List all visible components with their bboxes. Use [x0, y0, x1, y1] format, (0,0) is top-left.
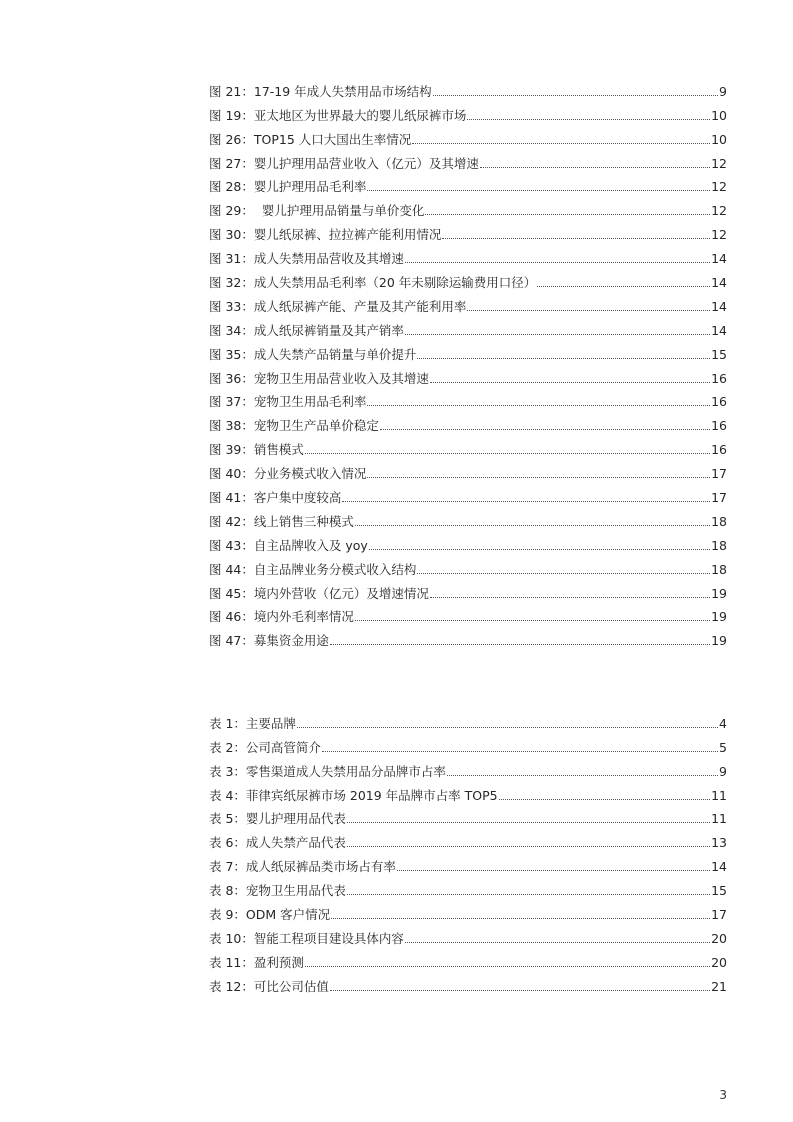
figure-entry-page: 16 — [711, 418, 727, 434]
figure-entry-title: 图 30：婴儿纸尿裤、拉拉裤产能利用情况 — [209, 227, 442, 243]
dot-leader — [331, 918, 710, 919]
table-entry-page: 4 — [719, 715, 727, 731]
dot-leader — [467, 119, 710, 120]
table-entry[interactable] — [209, 826, 727, 850]
dot-leader — [433, 95, 718, 96]
table-entry-page: 21 — [711, 978, 727, 994]
figure-entry[interactable] — [209, 529, 727, 553]
figure-entry-title: 图 41：客户集中度较高 — [209, 490, 342, 506]
figure-entry-title: 图 37：宠物卫生用品毛利率 — [209, 394, 367, 410]
dot-leader — [330, 990, 710, 991]
figure-entry-title: 图 27：婴儿护理用品营业收入（亿元）及其增速 — [209, 155, 479, 171]
dot-leader — [405, 262, 710, 263]
dot-leader — [467, 310, 710, 311]
table-entry-page: 15 — [711, 883, 727, 899]
figure-entry-title: 图 28：婴儿护理用品毛利率 — [209, 179, 367, 195]
figure-entry-title: 图 19：亚太地区为世界最大的婴儿纸尿裤市场 — [209, 107, 467, 123]
figure-entry-page: 18 — [711, 561, 727, 577]
figure-entry[interactable] — [209, 386, 727, 410]
figure-entry-title: 图 44：自主品牌业务分模式收入结构 — [209, 561, 417, 577]
figure-entry-page: 19 — [711, 633, 727, 649]
dot-leader — [347, 822, 710, 823]
dot-leader — [305, 966, 710, 967]
figure-entry-page: 16 — [711, 370, 727, 386]
table-entry-title: 表 5：婴儿护理用品代表 — [209, 811, 346, 827]
table-entry[interactable] — [209, 707, 727, 731]
dot-leader — [417, 573, 710, 574]
figure-entry-title: 图 40：分业务模式收入情况 — [209, 466, 367, 482]
figure-entry-page: 19 — [711, 609, 727, 625]
table-entry-title: 表 11：盈利预测 — [209, 954, 304, 970]
figure-entry-title: 图 47：募集资金用途 — [209, 633, 329, 649]
dot-leader — [305, 453, 710, 454]
dot-leader — [417, 358, 710, 359]
figure-entry-page: 12 — [711, 155, 727, 171]
figure-entry-page: 14 — [711, 322, 727, 338]
figure-entry[interactable] — [209, 433, 727, 457]
figure-entry-title: 图 35：成人失禁产品销量与单价提升 — [209, 346, 417, 362]
figure-entry-page: 12 — [711, 227, 727, 243]
figure-entry-title: 图 31：成人失禁用品营收及其增速 — [209, 251, 404, 267]
table-entry-title: 表 9：ODM 客户情况 — [209, 907, 331, 923]
figure-entry[interactable] — [209, 362, 727, 386]
figure-entry[interactable] — [209, 218, 727, 242]
dot-leader — [447, 775, 718, 776]
dot-leader — [480, 167, 710, 168]
figure-entry-page: 14 — [711, 275, 727, 291]
figure-entry-title: 图 33：成人纸尿裤产能、产量及其产能利用率 — [209, 298, 467, 314]
table-entry-page: 9 — [719, 763, 727, 779]
table-entry-page: 13 — [711, 835, 727, 851]
figure-entry[interactable] — [209, 624, 727, 648]
figure-entry-page: 14 — [711, 298, 727, 314]
figure-entry-page: 15 — [711, 346, 727, 362]
figure-entry-title: 图 21：17-19 年成人失禁用品市场结构 — [209, 83, 432, 99]
table-entry-page: 20 — [711, 954, 727, 970]
dot-leader — [405, 942, 710, 943]
table-entry[interactable] — [209, 970, 727, 994]
table-entry[interactable] — [209, 779, 727, 803]
figure-entry-title: 图 34：成人纸尿裤销量及其产销率 — [209, 322, 404, 338]
figure-entry-title: 图 32：成人失禁用品毛利率（20 年未剔除运输费用口径） — [209, 275, 537, 291]
dot-leader — [397, 870, 710, 871]
figure-entry[interactable] — [209, 123, 727, 147]
figure-entry-page: 12 — [711, 179, 727, 195]
figure-entry[interactable] — [209, 194, 727, 218]
table-entry[interactable] — [209, 898, 727, 922]
dot-leader — [412, 143, 710, 144]
figure-entry[interactable] — [209, 75, 727, 99]
table-entry-title: 表 4：菲律宾纸尿裤市场 2019 年品牌市占率 TOP5 — [209, 787, 498, 803]
table-entry-title: 表 1：主要品牌 — [209, 715, 296, 731]
table-entry-page: 20 — [711, 930, 727, 946]
dot-leader — [297, 727, 718, 728]
figure-entry-page: 18 — [711, 513, 727, 529]
dot-leader — [367, 405, 710, 406]
table-entry-page: 5 — [719, 739, 727, 755]
dot-leader — [355, 525, 710, 526]
dot-leader — [347, 894, 710, 895]
table-entry-page: 11 — [711, 787, 727, 803]
dot-leader — [425, 214, 710, 215]
figure-entry-page: 17 — [711, 466, 727, 482]
figure-entry-title: 图 45：境内外营收（亿元）及增速情况 — [209, 585, 429, 601]
table-entry[interactable] — [209, 731, 727, 755]
figure-entry-title: 图 38：宠物卫生产品单价稳定 — [209, 418, 379, 434]
figure-entry[interactable] — [209, 409, 727, 433]
table-entry-title: 表 10：智能工程项目建设具体内容 — [209, 930, 404, 946]
table-entry-page: 11 — [711, 811, 727, 827]
table-entry[interactable] — [209, 850, 727, 874]
figure-entry-title: 图 43：自主品牌收入及 yoy — [209, 537, 368, 553]
figure-entry[interactable] — [209, 553, 727, 577]
figure-entry-title: 图 42：线上销售三种模式 — [209, 513, 354, 529]
figure-entry-page: 19 — [711, 585, 727, 601]
figure-entry-page: 18 — [711, 537, 727, 553]
table-entry[interactable] — [209, 803, 727, 827]
figure-entry-page: 10 — [711, 107, 727, 123]
figure-entry-page: 12 — [711, 203, 727, 219]
dot-leader — [342, 501, 710, 502]
table-list — [209, 707, 727, 994]
dot-leader — [430, 597, 710, 598]
figure-entry-title: 图 46：境内外毛利率情况 — [209, 609, 354, 625]
figure-entry-page: 16 — [711, 394, 727, 410]
dot-leader — [380, 429, 710, 430]
table-entry-page: 17 — [711, 907, 727, 923]
dot-leader — [367, 190, 710, 191]
figure-entry[interactable] — [209, 99, 727, 123]
page-number: 3 — [719, 1088, 727, 1102]
figure-entry-page: 16 — [711, 442, 727, 458]
figure-entry[interactable] — [209, 601, 727, 625]
table-entry[interactable] — [209, 755, 727, 779]
dot-leader — [367, 477, 710, 478]
table-entry-title: 表 3：零售渠道成人失禁用品分品牌市占率 — [209, 763, 446, 779]
figure-entry-title: 图 36：宠物卫生用品营业收入及其增速 — [209, 370, 429, 386]
figure-entry[interactable] — [209, 314, 727, 338]
table-entry-title: 表 7：成人纸尿裤品类市场占有率 — [209, 859, 396, 875]
figure-entry-page: 14 — [711, 251, 727, 267]
figure-entry[interactable] — [209, 290, 727, 314]
dot-leader — [322, 751, 718, 752]
table-entry-title: 表 6：成人失禁产品代表 — [209, 835, 346, 851]
figure-entry[interactable] — [209, 171, 727, 195]
figure-entry-page: 10 — [711, 131, 727, 147]
dot-leader — [537, 286, 710, 287]
table-entry-title: 表 12：可比公司估值 — [209, 978, 329, 994]
figure-entry[interactable] — [209, 481, 727, 505]
figure-entry-title: 图 26：TOP15 人口大国出生率情况 — [209, 131, 412, 147]
dot-leader — [442, 238, 710, 239]
figure-entry[interactable] — [209, 338, 727, 362]
figure-entry[interactable] — [209, 242, 727, 266]
table-entry-page: 14 — [711, 859, 727, 875]
figure-entry[interactable] — [209, 505, 727, 529]
dot-leader — [330, 644, 710, 645]
figure-entry[interactable] — [209, 266, 727, 290]
figure-entry[interactable] — [209, 147, 727, 171]
table-entry-title: 表 2：公司高管简介 — [209, 739, 321, 755]
table-entry[interactable] — [209, 874, 727, 898]
table-entry[interactable] — [209, 946, 727, 970]
table-entry[interactable] — [209, 922, 727, 946]
dot-leader — [499, 799, 710, 800]
dot-leader — [405, 334, 710, 335]
dot-leader — [355, 620, 710, 621]
dot-leader — [430, 382, 710, 383]
dot-leader — [369, 549, 710, 550]
figure-entry[interactable] — [209, 457, 727, 481]
figure-entry-page: 17 — [711, 490, 727, 506]
figure-entry[interactable] — [209, 577, 727, 601]
figure-entry-title: 图 39：销售模式 — [209, 442, 304, 458]
figure-entry-page: 9 — [719, 83, 727, 99]
figure-list — [209, 75, 727, 648]
table-entry-title: 表 8：宠物卫生用品代表 — [209, 883, 346, 899]
dot-leader — [347, 846, 710, 847]
figure-entry-title: 图 29： 婴儿护理用品销量与单价变化 — [209, 203, 425, 219]
